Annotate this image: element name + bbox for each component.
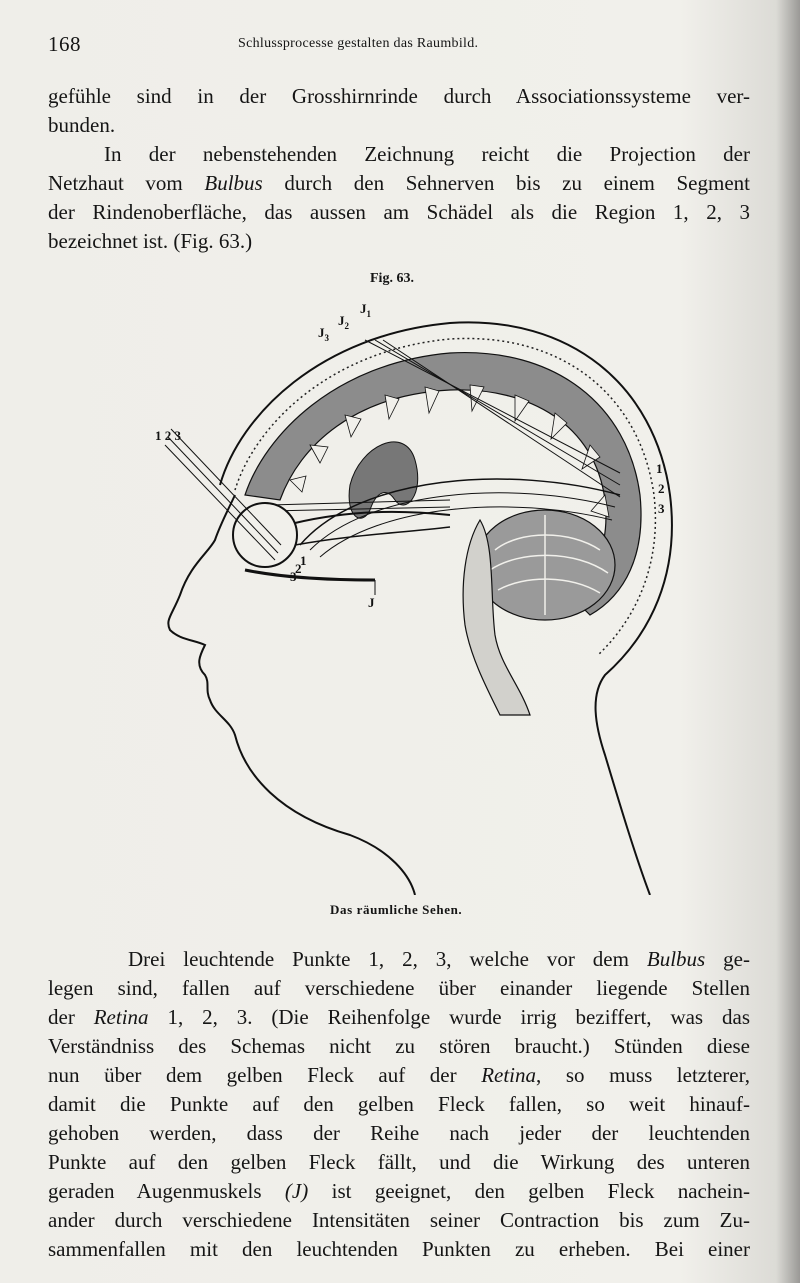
text-line: bunden. <box>48 113 116 137</box>
figure-label: Fig. 63. <box>370 271 414 286</box>
text-run-italic: Bulbus <box>204 171 263 195</box>
text-line: bezeichnet ist. (Fig. 63.) <box>48 229 253 253</box>
text-run: Drei leuchtende Punkte 1, 2, 3, welche vor dem <box>128 947 647 971</box>
text-run-italic: Retina <box>481 1063 537 1087</box>
lateral-ventricle <box>349 442 418 518</box>
text-run-italic: Retina <box>93 1005 149 1029</box>
text-line: gehoben werden, dass der Reihe nach jeder der leuchtenden <box>48 1121 750 1145</box>
paragraph-2 <box>48 140 750 256</box>
paragraph-1 <box>48 82 750 140</box>
label-skull-1: 1 <box>656 461 663 476</box>
figure-brain-sagittal <box>150 295 690 895</box>
text-run: geraden Augenmuskels <box>48 1179 285 1203</box>
text-line: der Rindenoberfläche, das aussen am Schädel als die Region 1, 2, 3 <box>48 200 750 224</box>
text-line <box>48 169 750 198</box>
text-line: Punkte auf den gelben Fleck fällt, und die Wirkung des unteren <box>48 1150 750 1174</box>
skull-outline <box>220 322 672 895</box>
label-retina-2: 2 <box>295 561 302 576</box>
label-skull-3: 3 <box>658 501 665 516</box>
text-run-italic: (J) <box>284 1179 309 1203</box>
figure-drawing <box>150 295 690 895</box>
text-run: ist geeignet, den gelben Fleck nachein- <box>308 1179 751 1203</box>
figure-caption: Das räumliche Sehen. <box>330 902 463 917</box>
text-line: sammenfallen mit den leuchtenden Punkten zu erheben. Bei einer <box>48 1237 750 1261</box>
text-run: 1, 2, 3. (Die Reihenfolge wurde irrig beziffert, was das <box>148 1005 750 1029</box>
paragraph-3 <box>48 945 750 1264</box>
rectus-muscle <box>245 570 375 580</box>
text-line: legen sind, fallen auf verschiedene über einander liegende Stellen <box>48 976 750 1000</box>
text-line: ander durch verschiedene Intensitäten seiner Contraction bis zum Zu- <box>48 1208 750 1232</box>
bulbus-eye <box>233 503 297 567</box>
label-retina-1: 1 <box>300 553 307 568</box>
label-j2: $J_2$ <box>338 313 349 331</box>
label-light-points: 1 2 3 <box>155 428 181 443</box>
optic-nerve <box>295 512 450 523</box>
text-run: Netzhaut vom <box>48 171 205 195</box>
text-run: durch den Sehnerven bis zu einem Segment <box>262 171 750 195</box>
text-line <box>48 945 750 974</box>
page-header <box>48 32 748 56</box>
text-line <box>48 1003 750 1032</box>
text-run: , so muss letzterer, <box>536 1063 750 1087</box>
label-muscle-j: J <box>368 595 375 610</box>
text-line: gefühle sind in der Grosshirnrinde durch Associationssysteme ver- <box>48 84 750 108</box>
text-line: damit die Punkte auf den gelben Fleck fallen, so weit hinauf- <box>48 1092 750 1116</box>
text-run-italic: Bulbus <box>646 947 706 971</box>
text-line: Verständniss des Schemas nicht zu stören braucht.) Stünden diese <box>48 1034 750 1058</box>
label-skull-2: 2 <box>658 481 665 496</box>
page-number: 168 <box>48 32 81 56</box>
text-line <box>48 1177 750 1206</box>
label-j3: $J_3$ <box>318 325 329 343</box>
text-run: ge- <box>705 947 750 971</box>
text-line: In der nebenstehenden Zeichnung reicht die Projection der <box>104 142 750 166</box>
face-profile <box>168 495 415 895</box>
running-head: Schlussprocesse gestalten das Raumbild. <box>238 36 479 51</box>
label-retina-3: 3 <box>290 569 297 584</box>
text-line <box>48 1061 750 1090</box>
text-run: der <box>48 1005 94 1029</box>
label-j1: $J_1$ <box>360 301 371 319</box>
text-run: nun über dem gelben Fleck auf der <box>48 1063 482 1087</box>
